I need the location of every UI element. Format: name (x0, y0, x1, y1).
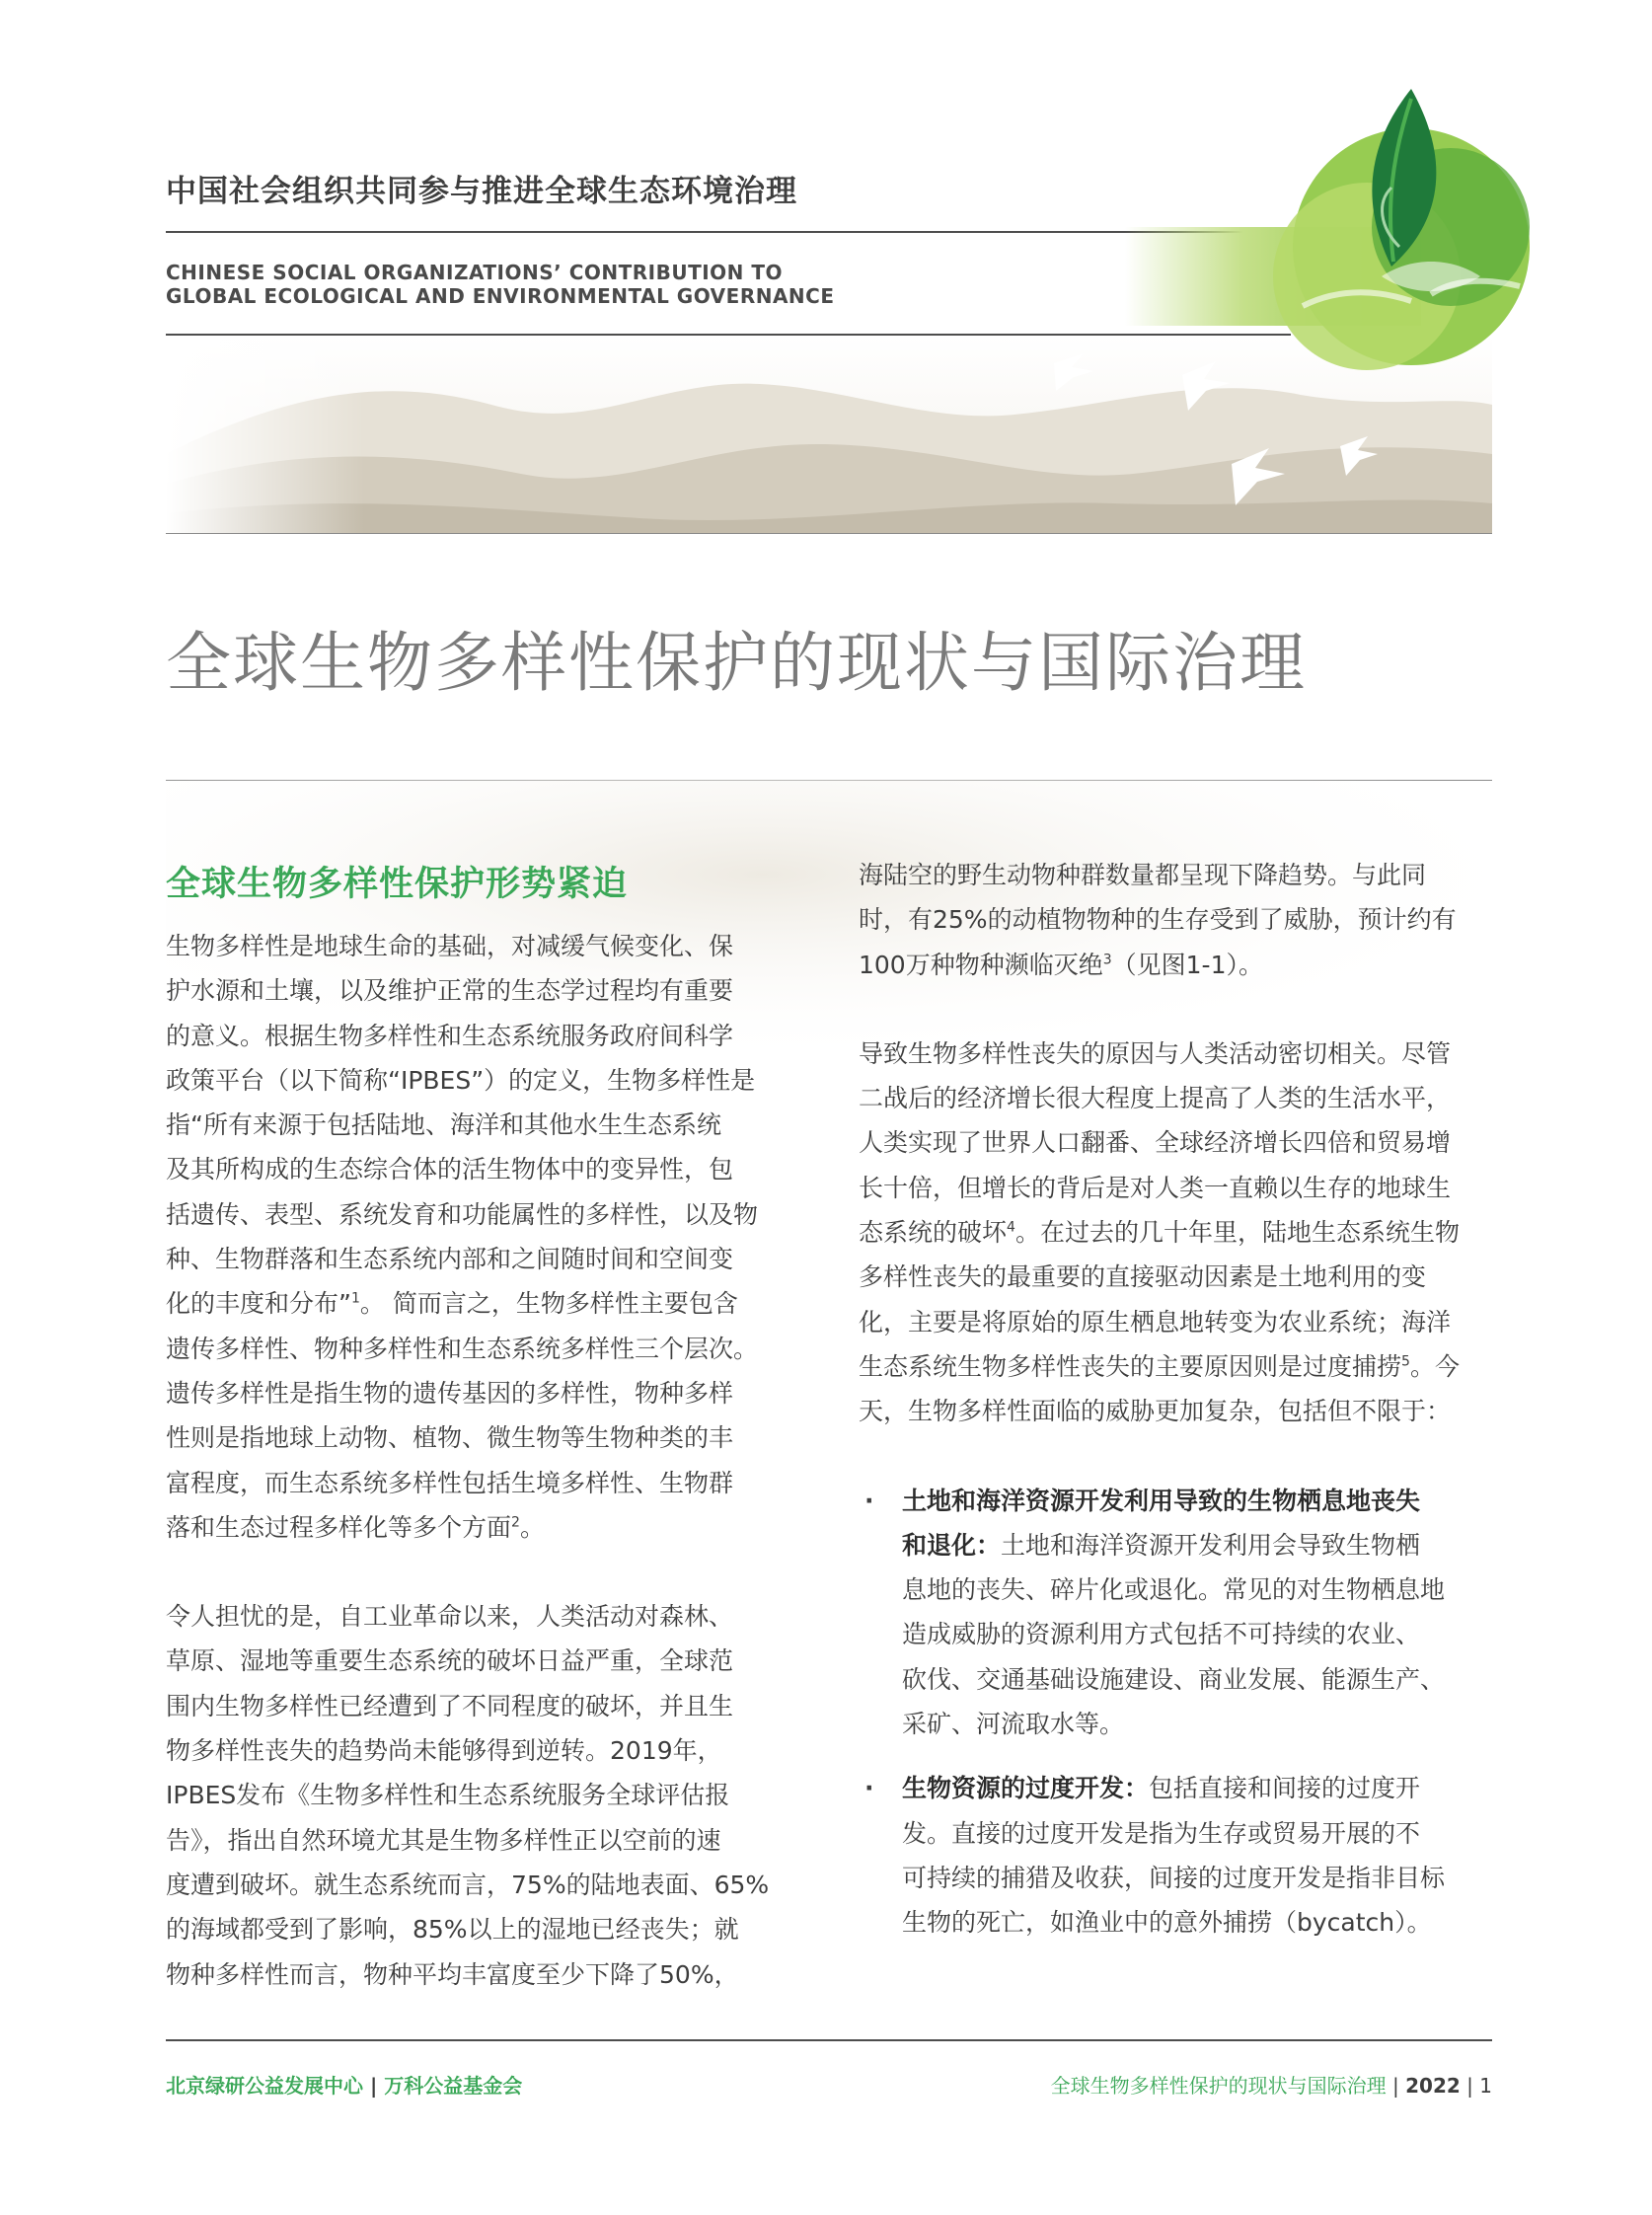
footer-organizations (166, 2070, 522, 2099)
text-line: 化，主要是将原始的原生栖息地转变为农业系统；海洋 (859, 1307, 1452, 1337)
text-line: 落和生态过程多样化等多个方面 (166, 1512, 512, 1542)
footer-separator: | (1392, 2074, 1399, 2098)
bullet-marker: · (864, 1774, 874, 1803)
header-title-zh: 中国社会组织共同参与推进全球生态环境治理 (166, 174, 797, 209)
text-line: 态系统的破坏 (859, 1218, 1008, 1248)
text-line: 生物的死亡，如渔业中的意外捕捞（bycatch）。 (902, 1908, 1432, 1938)
bullet-item-habitat-loss (859, 1479, 1500, 1747)
paragraph (166, 924, 807, 1550)
text-line: 政策平台（以下简称“IPBES”）的定义，生物多样性是 (166, 1065, 756, 1095)
footer-doc-info (1051, 2070, 1492, 2099)
footer-doc-title: 全球生物多样性保护的现状与国际治理 (1050, 2074, 1387, 2098)
bullet-item-overexploitation (859, 1766, 1500, 1945)
text-line: IPBES发布《生物多样性和生态系统服务全球评估报 (166, 1781, 730, 1810)
footnote-ref[interactable]: 5 (1401, 1353, 1410, 1370)
text-line: 造成威胁的资源利用方式包括不可持续的农业、 (902, 1620, 1421, 1649)
footnote-ref[interactable]: 2 (511, 1514, 520, 1531)
leaf-globe-logo (1263, 79, 1559, 385)
text-line: 种、生物群落和生态系统内部和之间随时间和空间变 (166, 1245, 734, 1274)
text-line: 砍伐、交通基础设施建设、商业发展、能源生产、 (902, 1664, 1446, 1694)
header-title-en-line1: CHINESE SOCIAL ORGANIZATIONS’ CONTRIBUTION TO (166, 261, 784, 284)
footer-separator: | (369, 2074, 378, 2098)
text-line: 性则是指地球上动物、植物、微生物等生物种类的丰 (166, 1423, 734, 1453)
text-line: 围内生物多样性已经遭到了不同程度的破坏，并且生 (166, 1691, 734, 1720)
bullet-title: 土地和海洋资源开发利用导致的生物栖息地丧失 (902, 1486, 1421, 1515)
text-line: 可持续的捕猎及收获，间接的过度开发是指非目标 (902, 1863, 1446, 1892)
text-line: 及其所构成的生态综合体的活生物体中的变异性，包 (166, 1155, 734, 1184)
text-line: 100万种物种濒临灭绝 (859, 950, 1103, 979)
text-line: 采矿、河流取水等。 (902, 1710, 1125, 1739)
text-line: 时，有25%的动植物物种的生存受到了威胁，预计约有 (859, 905, 1457, 935)
header-title-en-line2: GLOBAL ECOLOGICAL AND ENVIRONMENTAL GOVERNANCE (166, 284, 835, 308)
text-line: 天，生物多样性面临的威胁更加复杂，包括但不限于： (859, 1397, 1452, 1426)
text-line: 发。直接的过度开发是指为生存或贸易开展的不 (902, 1818, 1421, 1848)
text-line: 草原、湿地等重要生态系统的破坏日益严重，全球范 (166, 1646, 734, 1676)
paragraph (859, 853, 1500, 987)
text-line: 二战后的经济增长很大程度上提高了人类的生活水平， (859, 1084, 1452, 1113)
text-line: 护水源和土壤，以及维护正常的生态学过程均有重要 (166, 976, 734, 1006)
footer-separator: | (1466, 2074, 1473, 2098)
text-line: 。今 (1409, 1351, 1460, 1381)
text-line: 遗传多样性是指生物的遗传基因的多样性，物种多样 (166, 1378, 734, 1408)
text-line: 富程度，而生态系统多样性包括生境多样性、生物群 (166, 1468, 734, 1497)
text-line: （见图1-1）。 (1111, 950, 1263, 979)
left-column (166, 924, 807, 1997)
footer-rule (166, 2039, 1492, 2041)
text-line: 导致生物多样性丧失的原因与人类活动密切相关。尽管 (859, 1038, 1452, 1068)
text-line: 海陆空的野生动物种群数量都呈现下降趋势。与此同 (859, 861, 1427, 889)
text-line: 物种多样性而言，物种平均丰富度至少下降了50%， (166, 1959, 739, 1989)
text-line: 长十倍，但增长的背后是对人类一直赖以生存的地球生 (859, 1173, 1452, 1202)
text-line: 息地的丧失、碎片化或退化。常见的对生物栖息地 (902, 1575, 1446, 1605)
bullet-marker: · (864, 1486, 874, 1515)
page-number: 1 (1479, 2074, 1492, 2098)
section-heading: 全球生物多样性保护形势紧迫 (166, 865, 629, 904)
footnote-ref[interactable]: 1 (350, 1291, 360, 1308)
text-line: 。 简而言之，生物多样性主要包含 (359, 1289, 738, 1319)
bullet-title: 和退化： (902, 1530, 1002, 1560)
text-line: 多样性丧失的最重要的直接驱动因素是土地利用的变 (859, 1262, 1427, 1292)
text-line: 化的丰度和分布” (166, 1289, 351, 1319)
title-rule-top (166, 533, 1492, 534)
text-line: 告》，指出自然环境尤其是生物多样性正以空前的速 (166, 1825, 721, 1855)
text-line: 生物多样性是地球生命的基础，对减缓气候变化、保 (166, 932, 734, 960)
text-line: 。在过去的几十年里，陆地生态系统生物 (1014, 1218, 1460, 1248)
text-line: 土地和海洋资源开发利用会导致生物栖 (1001, 1530, 1421, 1560)
footer-year: 2022 (1405, 2074, 1461, 2098)
header-rule-top (166, 231, 1291, 233)
text-line: 括遗传、表型、系统发育和功能属性的多样性，以及物 (166, 1199, 759, 1229)
header-title-en (166, 261, 835, 308)
text-line: 人类实现了世界人口翻番、全球经济增长四倍和贸易增 (859, 1128, 1452, 1158)
footnote-ref[interactable]: 3 (1102, 952, 1112, 968)
text-line: 生态系统生物多样性丧失的主要原因则是过度捕捞 (859, 1351, 1402, 1381)
bullet-title: 生物资源的过度开发： (902, 1774, 1150, 1803)
paragraph (166, 1594, 807, 1997)
paragraph (859, 1031, 1500, 1434)
text-line: 包括直接和间接的过度开 (1149, 1774, 1421, 1803)
text-line: 的意义。根据生物多样性和生态系统服务政府间科学 (166, 1021, 734, 1050)
text-line: 物多样性丧失的趋势尚未能够得到逆转。2019年， (166, 1736, 722, 1766)
text-line: 。 (519, 1512, 545, 1542)
footer-org1: 北京绿研公益发展中心 (166, 2074, 363, 2098)
footer-org2: 万科公益基金会 (384, 2074, 523, 2098)
text-line: 令人担忧的是，自工业革命以来，人类活动对森林、 (166, 1602, 734, 1632)
text-line: 的海域都受到了影响，85%以上的湿地已经丧失；就 (166, 1915, 739, 1945)
footnote-ref[interactable]: 4 (1007, 1219, 1015, 1236)
right-column (859, 853, 1500, 1946)
text-line: 指“所有来源于包括陆地、海洋和其他水生生态系统 (166, 1110, 721, 1140)
text-line: 度遭到破坏。就生态系统而言，75%的陆地表面、65% (166, 1870, 770, 1899)
page-title: 全球生物多样性保护的现状与国际治理 (166, 625, 1307, 701)
text-line: 遗传多样性、物种多样性和生态系统多样性三个层次。 (166, 1334, 759, 1363)
